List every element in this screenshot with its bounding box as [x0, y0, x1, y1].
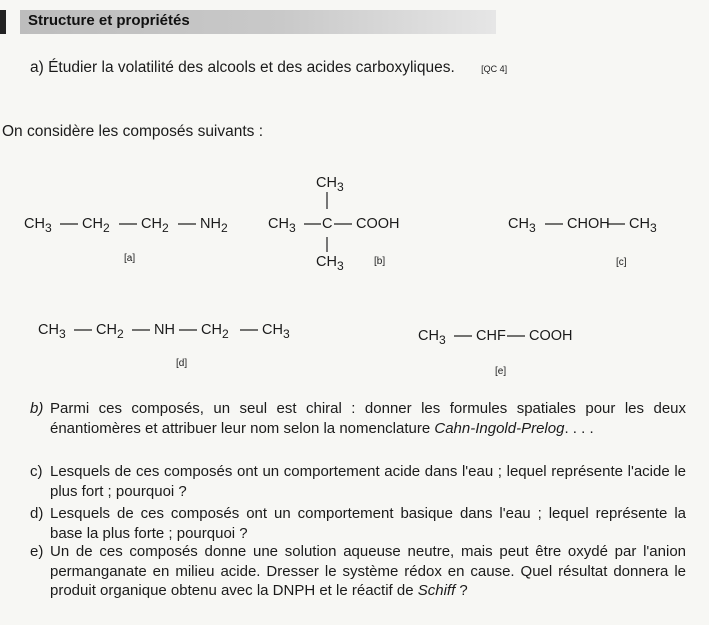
question-d-letter: d) [30, 505, 44, 522]
compound-b-cooh: COOH [356, 216, 400, 232]
question-c [30, 462, 686, 501]
compound-a-nh2: $NH_2$ [200, 216, 228, 235]
compound-d-nh: NH [154, 322, 175, 338]
question-c-text: Lesquels de ces composés ont un comportement acide dans l'eau ; lequel représente l'acide le plus fort ; pourquoi ? [50, 463, 686, 500]
question-a-text: a) Étudier la volatilité des alcools et des acides carboxyliques. [30, 59, 455, 76]
question-e-italic: Schiff [417, 582, 456, 599]
question-b-letter: b) [30, 400, 44, 417]
compound-b-central-c: C [322, 216, 333, 232]
compound-b-bottom-ch3: $CH_3$ [316, 254, 344, 273]
compound-a-ch2-1: $CH_2$ [82, 216, 110, 235]
compound-e-cooh: COOH [529, 328, 573, 344]
question-a-ref: [QC 4] [481, 64, 508, 74]
compound-b-top-ch3: $CH_3$ [316, 175, 344, 194]
question-c-letter: c) [30, 463, 43, 480]
compound-a-ch3: $CH_3$ [24, 216, 52, 235]
question-b: b) Parmi ces composés, un seul est chiral : donner les formules spatiales pour les deux énantiomères et attribuer leur nom selon la nomenclature Cahn-Ingold-Prelog. . . . [30, 400, 686, 437]
compound-a-ch2-2: $CH_2$ [141, 216, 169, 235]
compound-e-ch3: $CH_3$ [418, 328, 446, 347]
compound-d-ch3-2: $CH_3$ [262, 322, 290, 341]
question-d-text: Lesquels de ces composés ont un comportement basique dans l'eau ; lequel représente la base la plus forte ; pourquoi ? [50, 505, 686, 542]
compound-c-label: [c] [616, 257, 627, 268]
compound-e-label: [e] [495, 366, 507, 377]
compound-d-label: [d] [176, 358, 188, 369]
compound-d-ch3-1: $CH_3$ [38, 322, 66, 341]
compound-e-chf: CHF [476, 328, 506, 344]
compound-b-label: [b] [374, 256, 386, 267]
question-e-letter: e) [30, 543, 44, 560]
compound-b-left-ch3: $CH_3$ [268, 216, 296, 235]
question-b-italic: Cahn-Ingold-Prelog [434, 419, 565, 437]
compound-d-ch2-1: $CH_2$ [96, 322, 124, 341]
compound-a-label: [a] [124, 253, 136, 264]
question-e: e) Un de ces composés donne une solution aqueuse neutre, mais peut être oxydé par l'anion permanganate en milieu acide. Dresser le système rédox en cause. Quel résultat donnera le produit organique obtenu avec la DNPH et le réactif de Schiff ? [30, 543, 686, 599]
compound-c-choh: CHOH [567, 216, 610, 232]
compound-d-ch2-2: $CH_2$ [201, 322, 229, 341]
compound-c-left-ch3: $CH_3$ [508, 216, 536, 235]
section-title: Structure et propriétés [28, 12, 190, 29]
question-d [30, 504, 686, 543]
compound-c-right-ch3: $CH_3$ [629, 216, 657, 235]
intro-text: On considère les composés suivants : [2, 123, 264, 140]
